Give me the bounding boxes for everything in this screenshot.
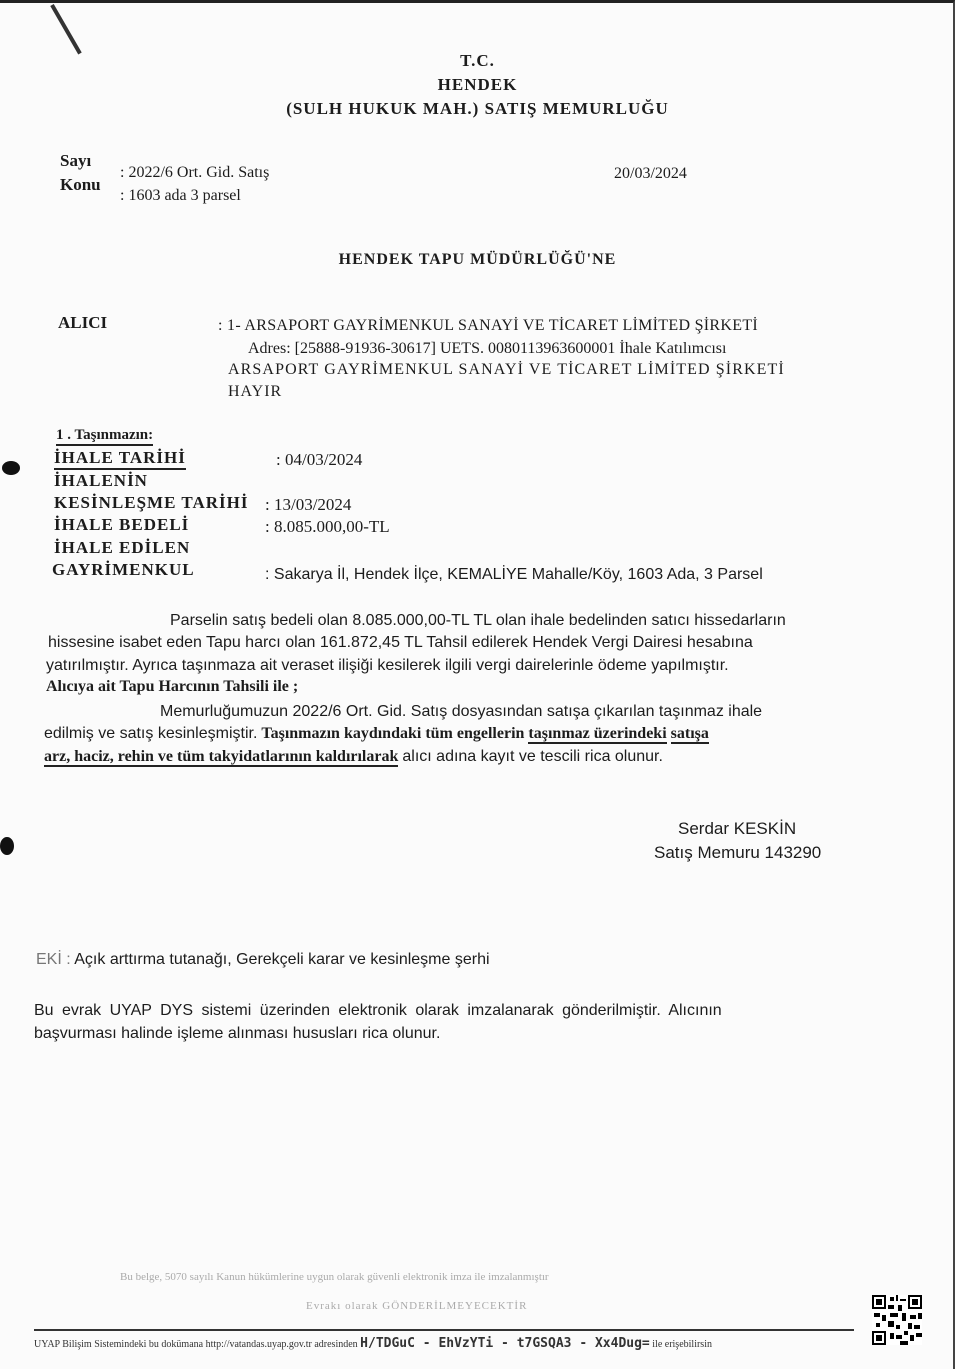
signatory-title: Satış Memuru 143290: [654, 843, 822, 862]
footer-faint-1: Bu belge, 5070 sayılı Kanun hükümlerine uygun olarak güvenli elektronik imza ile imzalanmıştır: [120, 1271, 549, 1283]
kesinlesme-label: KESİNLEŞME TARİHİ: [54, 493, 249, 512]
sayi-value: : 2022/6 Ort. Gid. Satış: [120, 164, 270, 181]
header-court: HENDEK: [437, 75, 518, 94]
footer-rule: [34, 1329, 854, 1331]
p2-line-2-bold: Taşınmazın kaydındaki tüm engellerin: [261, 725, 525, 742]
p2-line-1: Memurluğumuzun 2022/6 Ort. Gid. Satış dosyasından satışa çıkarılan taşınmaz ihale: [160, 703, 763, 720]
verification-code: H/TDGuC - EhVzYTi - t7GSQA3 - Xx4Dug=: [360, 1336, 650, 1351]
p2-line-2: [44, 723, 709, 746]
recipient-heading: HENDEK TAPU MÜDÜRLÜĞÜ'NE: [338, 251, 617, 268]
edilen-label: İHALE EDİLEN: [54, 538, 191, 557]
property-title: 1 . Taşınmazın:: [56, 427, 153, 446]
p2-line-3-normal: alıcı adına kayıt ve tescili rica olunur.: [402, 748, 663, 765]
ek-label: EKİ :: [36, 951, 71, 968]
bedel-value: : 8.085.000,00-TL: [265, 517, 390, 536]
ink-blot: [0, 837, 14, 855]
alici-line-1: : 1- ARSAPORT GAYRİMENKUL SANAYİ VE TİCARET LİMİTED ŞİRKETİ: [218, 317, 759, 334]
kesinlesme-value: : 13/03/2024: [265, 495, 352, 514]
p2-line-2-underline-2: satışa: [670, 725, 709, 742]
p2-line-2-normal: edilmiş ve satış kesinleşmiştir.: [44, 725, 258, 742]
gayrimenkul-value: : Sakarya İl, Hendek İlçe, KEMALİYE Mahalle/Köy, 1603 Ada, 3 Parsel: [265, 566, 763, 583]
notice-line-2: başvurması halinde işleme alınması hususları rica olunur.: [34, 1025, 441, 1042]
alici-label: ALICI: [58, 313, 108, 332]
footer-verify: [34, 1336, 712, 1351]
ek-line: [36, 951, 490, 969]
p2-line-3-underline: arz, haciz, rehin ve tüm takyidatlarının kaldırılarak: [44, 748, 399, 765]
header-office: (SULH HUKUK MAH.) SATIŞ MEMURLUĞU: [286, 99, 669, 118]
alici-line-2: Adres: [25888-91936-30617] UETS. 0080113963600001 İhale Katılımcısı: [248, 340, 727, 357]
document-date: 20/03/2024: [614, 165, 687, 182]
bedel-label: İHALE BEDELİ: [54, 515, 190, 534]
p1-line-3: yatırılmıştır. Ayrıca taşınmaza ait veraset ilişiği kesilerek ilgili vergi dairelerinle ödeme yapılmıştır.: [46, 657, 729, 674]
ink-blot: [2, 461, 20, 475]
signatory-name: Serdar KESKİN: [678, 819, 797, 838]
p1-line-2: hissesine isabet eden Tapu harcı olan 161.872,45 TL Tahsil edilerek Hendek Vergi Dairesi hesabına: [48, 634, 753, 651]
sayi-label: Sayı: [60, 151, 92, 170]
footer-verify-suffix: ile erişebilirsin: [652, 1339, 712, 1350]
header-tc: T.C.: [460, 51, 495, 70]
p2-line-3: [44, 746, 663, 769]
qr-code-icon: [872, 1295, 922, 1345]
alici-line-3: ARSAPORT GAYRİMENKUL SANAYİ VE TİCARET LİMİTED ŞİRKETİ: [228, 361, 785, 378]
p2-line-2-underline-1: taşınmaz üzerindeki: [528, 725, 667, 742]
ihalenin-label: İHALENİN: [54, 471, 148, 490]
konu-value: : 1603 ada 3 parsel: [120, 187, 241, 204]
ihale-tarihi-value: : 04/03/2024: [276, 450, 363, 469]
footer-faint-2: Evrakı olarak GÖNDERİLMEYECEKTİR: [306, 1300, 528, 1312]
notice-line-1: Bu evrak UYAP DYS sistemi üzerinden elektronik olarak imzalanarak gönderilmiştir. Alıcının: [34, 1002, 722, 1019]
ek-text: Açık arttırma tutanağı, Gerekçeli karar ve kesinleşme şerhi: [74, 951, 490, 968]
alici-line-4: HAYIR: [228, 383, 283, 400]
footer-verify-prefix: UYAP Bilişim Sistemindeki bu dokümana http://vatandas.uyap.gov.tr adresinden: [34, 1339, 358, 1350]
konu-label: Konu: [60, 175, 101, 194]
p1-bold: Alıcıya ait Tapu Harcının Tahsili ile ;: [46, 678, 299, 695]
pen-mark: [50, 4, 81, 54]
p1-line-1: Parselin satış bedeli olan 8.085.000,00-TL TL olan ihale bedelinden satıcı hissedarların: [170, 612, 786, 629]
gayrimenkul-label: GAYRİMENKUL: [52, 560, 195, 579]
ihale-tarihi-label: İHALE TARİHİ: [54, 448, 186, 470]
